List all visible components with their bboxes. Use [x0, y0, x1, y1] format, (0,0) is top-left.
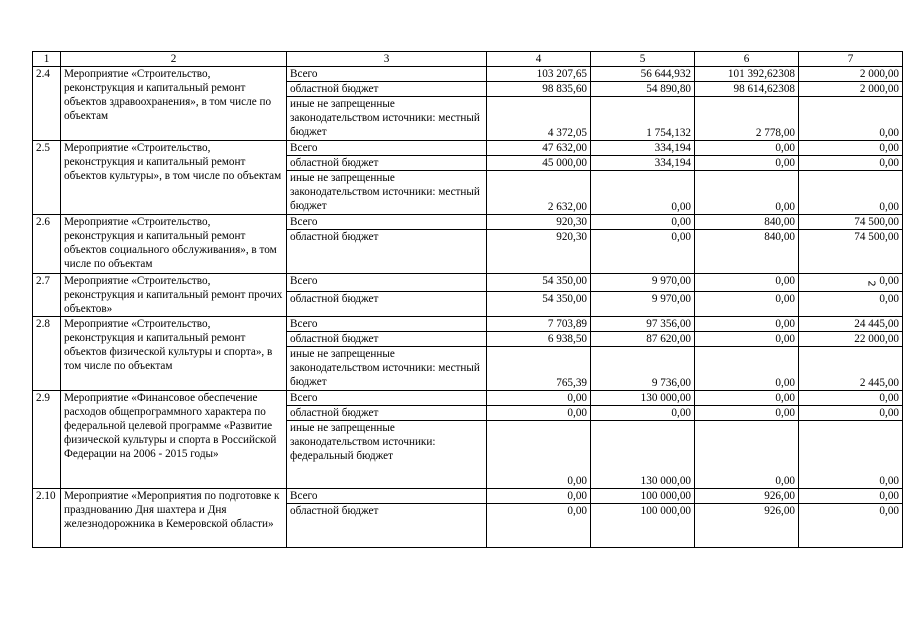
header-cell: 6	[695, 52, 799, 67]
funding-source: Всего	[287, 215, 487, 230]
amount-cell: 54 350,00	[487, 274, 591, 292]
amount-cell: 101 392,62308	[695, 67, 799, 82]
row-index: 2.8	[33, 317, 61, 391]
activity-name: Мероприятие «Финансовое обеспечение расходов общепрограммного характера по федеральной целевой программе «Развитие физической культуры и спорта в Российской Федерации на 2006 - 2015 годы»	[61, 391, 287, 489]
amount-cell: 98 835,60	[487, 82, 591, 97]
amount-cell: 0,00	[799, 171, 903, 215]
amount-cell: 0,00	[799, 504, 903, 548]
amount-cell: 74 500,00	[799, 215, 903, 230]
amount-cell: 926,00	[695, 489, 799, 504]
amount-cell: 98 614,62308	[695, 82, 799, 97]
funding-source: Всего	[287, 141, 487, 156]
activity-name: Мероприятие «Мероприятия по подготовке к празднованию Дня шахтера и Дня железнодорожника в Кемеровской области»	[61, 489, 287, 548]
amount-cell: 130 000,00	[591, 391, 695, 406]
header-cell: 2	[61, 52, 287, 67]
amount-cell: 0,00	[799, 489, 903, 504]
row-index: 2.4	[33, 67, 61, 141]
amount-cell: 0,00	[591, 171, 695, 215]
activity-name: Мероприятие «Строительство, реконструкция и капитальный ремонт объектов социального обслуживания», в том числе по объектам	[61, 215, 287, 274]
amount-cell: 47 632,00	[487, 141, 591, 156]
funding-source: областной бюджет	[287, 406, 487, 421]
side-page-marker: 2	[865, 280, 877, 287]
funding-source: Всего	[287, 391, 487, 406]
activity-name: Мероприятие «Строительство, реконструкция и капитальный ремонт объектов физической культуры и спорта», в том числе по объектам	[61, 317, 287, 391]
amount-cell: 0,00	[695, 406, 799, 421]
budget-table-sheet	[32, 51, 899, 548]
amount-cell: 56 644,932	[591, 67, 695, 82]
row-index: 2.5	[33, 141, 61, 215]
row-index: 2.10	[33, 489, 61, 548]
header-cell: 7	[799, 52, 903, 67]
amount-cell: 0,00	[695, 171, 799, 215]
amount-cell: 0,00	[799, 291, 903, 316]
funding-source: областной бюджет	[287, 291, 487, 316]
row-index: 2.7	[33, 274, 61, 317]
amount-cell: 130 000,00	[591, 421, 695, 489]
amount-cell: 0,00	[695, 317, 799, 332]
amount-cell: 100 000,00	[591, 504, 695, 548]
amount-cell: 97 356,00	[591, 317, 695, 332]
activity-name: Мероприятие «Строительство, реконструкция и капитальный ремонт объектов культуры», в том числе по объектам	[61, 141, 287, 215]
funding-source: иные не запрещенные законодательством источники: местный бюджет	[287, 97, 487, 141]
funding-source: иные не запрещенные законодательством источники: федеральный бюджет	[287, 421, 487, 489]
header-cell: 1	[33, 52, 61, 67]
amount-cell: 2 445,00	[799, 347, 903, 391]
amount-cell: 0,00	[487, 489, 591, 504]
amount-cell: 22 000,00	[799, 332, 903, 347]
amount-cell: 24 445,00	[799, 317, 903, 332]
row-index: 2.9	[33, 391, 61, 489]
amount-cell: 0,00	[487, 406, 591, 421]
amount-cell: 765,39	[487, 347, 591, 391]
amount-cell: 103 207,65	[487, 67, 591, 82]
table-row	[33, 274, 903, 292]
amount-cell: 0,00	[799, 274, 903, 292]
amount-cell: 334,194	[591, 156, 695, 171]
amount-cell: 87 620,00	[591, 332, 695, 347]
header-row	[33, 52, 903, 67]
amount-cell: 54 350,00	[487, 291, 591, 316]
amount-cell: 1 754,132	[591, 97, 695, 141]
funding-source: областной бюджет	[287, 332, 487, 347]
amount-cell: 0,00	[799, 156, 903, 171]
row-index: 2.6	[33, 215, 61, 274]
amount-cell: 920,30	[487, 230, 591, 274]
amount-cell: 0,00	[695, 347, 799, 391]
table-row	[33, 215, 903, 230]
amount-cell: 2 000,00	[799, 82, 903, 97]
table-row	[33, 141, 903, 156]
amount-cell: 0,00	[799, 421, 903, 489]
amount-cell: 0,00	[695, 332, 799, 347]
amount-cell: 0,00	[799, 141, 903, 156]
amount-cell: 0,00	[591, 406, 695, 421]
table-row	[33, 317, 903, 332]
amount-cell: 6 938,50	[487, 332, 591, 347]
funding-source: областной бюджет	[287, 156, 487, 171]
amount-cell: 920,30	[487, 215, 591, 230]
amount-cell: 0,00	[591, 230, 695, 274]
amount-cell: 0,00	[695, 156, 799, 171]
amount-cell: 2 000,00	[799, 67, 903, 82]
funding-source: иные не запрещенные законодательством источники: местный бюджет	[287, 171, 487, 215]
amount-cell: 0,00	[799, 97, 903, 141]
header-cell: 3	[287, 52, 487, 67]
amount-cell: 0,00	[487, 421, 591, 489]
amount-cell: 926,00	[695, 504, 799, 548]
amount-cell: 9 970,00	[591, 291, 695, 316]
funding-source: Всего	[287, 274, 487, 292]
amount-cell: 9 736,00	[591, 347, 695, 391]
amount-cell: 0,00	[695, 291, 799, 316]
amount-cell: 4 372,05	[487, 97, 591, 141]
amount-cell: 0,00	[695, 391, 799, 406]
amount-cell: 0,00	[695, 274, 799, 292]
amount-cell: 9 970,00	[591, 274, 695, 292]
header-cell: 4	[487, 52, 591, 67]
funding-source: Всего	[287, 67, 487, 82]
amount-cell: 0,00	[487, 504, 591, 548]
funding-source: иные не запрещенные законодательством источники: местный бюджет	[287, 347, 487, 391]
funding-source: областной бюджет	[287, 504, 487, 548]
funding-source: областной бюджет	[287, 230, 487, 274]
header-cell: 5	[591, 52, 695, 67]
amount-cell: 0,00	[695, 421, 799, 489]
activity-name: Мероприятие «Строительство, реконструкция и капитальный ремонт объектов здравоохранения», в том числе по объектам	[61, 67, 287, 141]
budget-table	[32, 51, 903, 548]
amount-cell: 2 778,00	[695, 97, 799, 141]
amount-cell: 0,00	[487, 391, 591, 406]
amount-cell: 0,00	[799, 406, 903, 421]
table-row	[33, 391, 903, 406]
amount-cell: 840,00	[695, 230, 799, 274]
funding-source: областной бюджет	[287, 82, 487, 97]
amount-cell: 840,00	[695, 215, 799, 230]
amount-cell: 45 000,00	[487, 156, 591, 171]
amount-cell: 74 500,00	[799, 230, 903, 274]
funding-source: Всего	[287, 489, 487, 504]
activity-name: Мероприятие «Строительство, реконструкция и капитальный ремонт прочих объектов»	[61, 274, 287, 317]
amount-cell: 7 703,89	[487, 317, 591, 332]
amount-cell: 2 632,00	[487, 171, 591, 215]
table-row	[33, 67, 903, 82]
amount-cell: 0,00	[799, 391, 903, 406]
table-row	[33, 489, 903, 504]
amount-cell: 54 890,80	[591, 82, 695, 97]
amount-cell: 100 000,00	[591, 489, 695, 504]
amount-cell: 0,00	[695, 141, 799, 156]
funding-source: Всего	[287, 317, 487, 332]
amount-cell: 334,194	[591, 141, 695, 156]
amount-cell: 0,00	[591, 215, 695, 230]
